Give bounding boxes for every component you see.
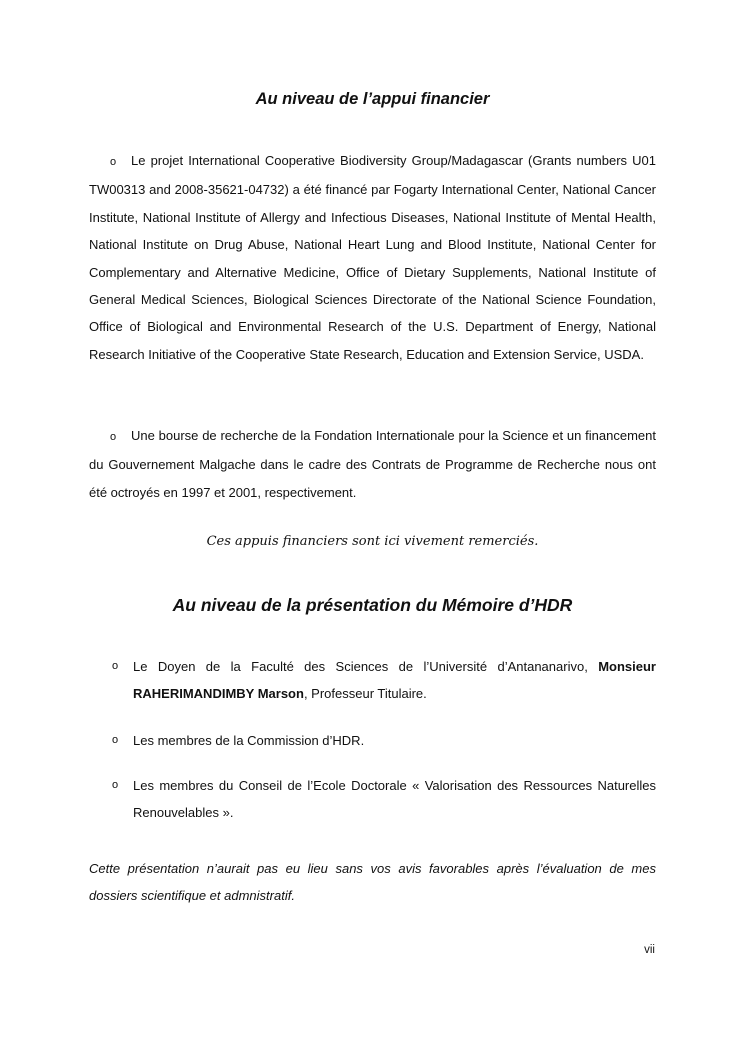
closing-statement: Cette présentation n’aurait pas eu lieu sans vos avis favorables après l’évaluation de mes dossiers scientifique et admnistratif. [89, 861, 656, 904]
acknowledgement-list-item [89, 653, 656, 708]
paragraph-icbg-text: Le projet International Cooperative Biodiversity Group/Madagascar (Grants numbers U01 TW00313 and 2008-35621-04732) a été financé par Fogarty International Center, National Cancer Institute, National Institute of Allergy and Infectious Diseases, National Institute of Mental Health, National Institute on Drug Abuse, National Heart Lung and Blood Institute, National Center for Complementary and Alternative Medicine, Office of Dietary Supplements, National Institute of General Medical Sciences, Biological Sciences Directorate of the National Science Foundation, Office of Biological and Environmental Research of the U.S. Department of Energy, National Research Initiative of the Cooperative State Research, Education and Extension Service, USDA. [89, 153, 656, 362]
acknowledgement-list-item [89, 772, 656, 827]
commission-text: Les membres de la Commission d’HDR. [133, 733, 365, 748]
list-item-dean [89, 653, 656, 708]
bullet-marker: o [110, 156, 117, 168]
list-item-commission [89, 727, 656, 754]
bullet-marker: o [112, 779, 119, 791]
section-title-hdr-presentation: Au niveau de la présentation du Mémoire d’HDR [172, 595, 573, 615]
bullet-marker: o [112, 734, 119, 746]
paragraph-ifs-funding [89, 422, 656, 506]
dean-name: Monsieur RAHERIMANDIMBY Marson [133, 659, 656, 702]
paragraph-ifs-text: Une bourse de recherche de la Fondation Internationale pour la Science et un financement du Gouvernement Malgache dans le cadre des Contrats de Programme de Recherche nous ont été octroyés en 1997 et 2001, respectivement. [89, 428, 656, 500]
doctoral-school-text: Les membres du Conseil de l’Ecole Doctorale « Valorisation des Ressources Naturelles Renouvelables ». [133, 778, 656, 821]
bullet-marker: o [112, 660, 119, 672]
list-item-doctoral-school [89, 772, 656, 827]
bullet-marker: o [110, 431, 117, 443]
section-title-financial-support: Au niveau de l’appui financier [255, 90, 490, 108]
thanks-line: Ces appuis financiers sont ici vivement remerciés. [206, 534, 539, 549]
acknowledgement-list-item [89, 727, 656, 754]
dean-title: , Professeur Titulaire. [303, 686, 427, 702]
paragraph-icbg-funding [89, 147, 656, 368]
page-number: vii [644, 944, 655, 956]
dean-text: Le Doyen de la Faculté des Sciences de l’Université d’Antananarivo, [133, 659, 599, 674]
